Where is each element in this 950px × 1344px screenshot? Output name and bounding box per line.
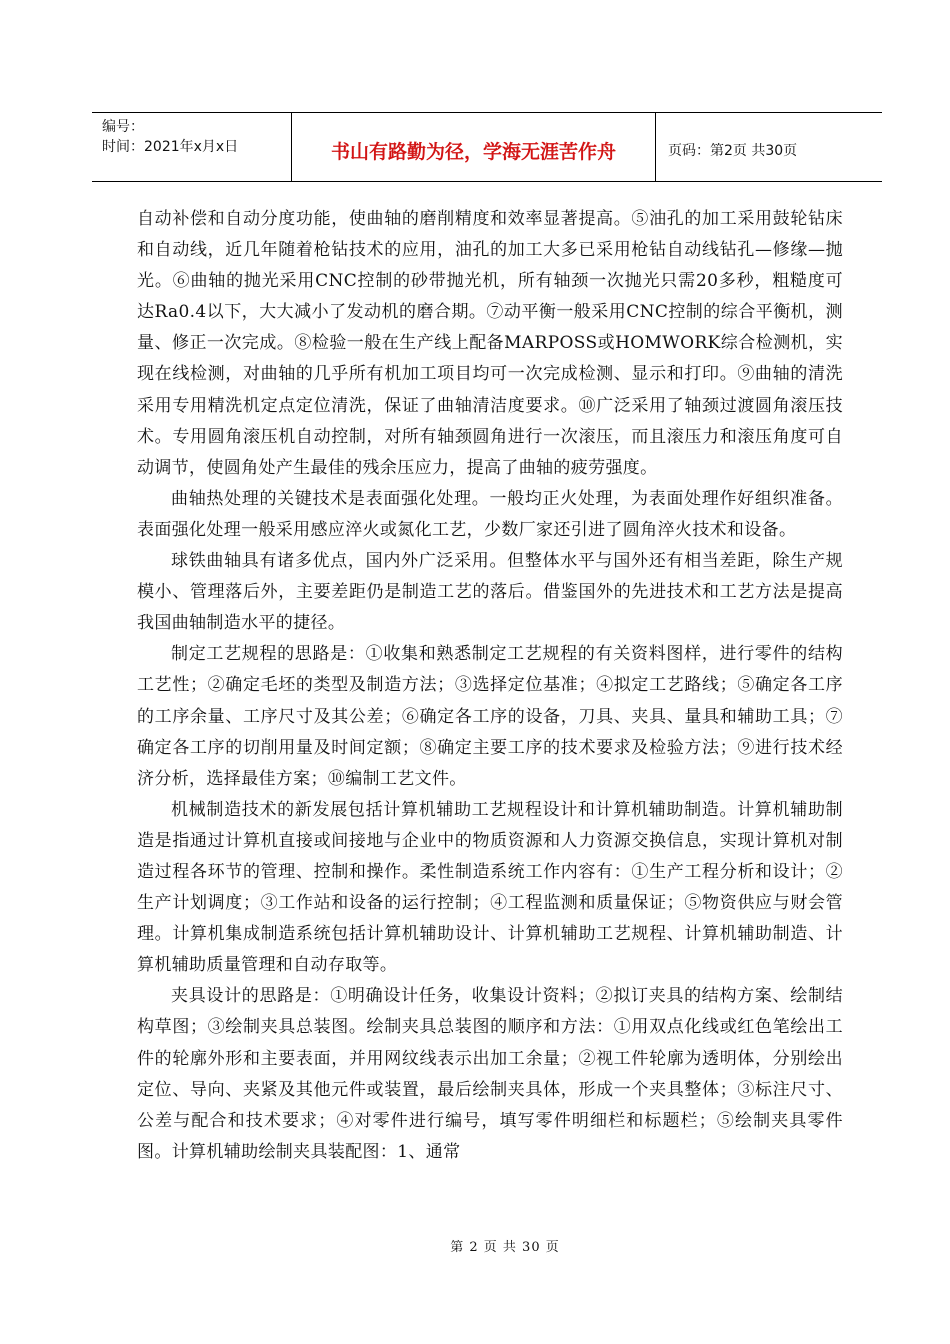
document-number-label: 编号：	[102, 119, 144, 135]
header-meta	[92, 113, 292, 181]
page-footer: 第 2 页 共 30 页	[450, 1240, 560, 1255]
document-time-label: 时间：2021年x月x日	[102, 139, 239, 155]
paragraph: 机械制造技术的新发展包括计算机辅助工艺规程设计和计算机辅助制造。计算机辅助制造是指通过计算机直接或间接地与企业中的物质资源和人力资源交换信息，实现计算机对制造过程各环节的管理、控制和操作。柔性制造系统工作内容有：①生产工程分析和设计；②生产计划调度；③工作站和设备的运行控制；④工程监测和质量保证；⑤物资供应与财会管理。计算机集成制造系统包括计算机辅助设计、计算机辅助工艺规程、计算机辅助制造、计算机辅助质量管理和自动存取等。	[137, 799, 843, 976]
paragraph: 自动补偿和自动分度功能，使曲轴的磨削精度和效率显著提高。⑤油孔的加工采用鼓轮钻床和自动线，近几年随着枪钻技术的应用，油孔的加工大多已采用枪钻自动线钻孔—修缘—抛光。⑥曲轴的抛光采用CNC控制的砂带抛光机，所有轴颈一次抛光只需20多秒，粗糙度可达Ra0.4以下，大大减小了发动机的磨合期。⑦动平衡一般采用CNC控制的综合平衡机，测量、修正一次完成。⑧检验一般在生产线上配备MARPOSS或HOMWORK综合检测机，实现在线检测，对曲轴的几乎所有机加工项目均可一次完成检测、显示和打印。⑨曲轴的清洗采用专用精洗机定点定位清洗，保证了曲轴清洁度要求。⑩广泛采用了轴颈过渡圆角滚压技术。专用圆角滚压机自动控制，对所有轴颈圆角进行一次滚压，而且滚压力和滚压角度可自动调节，使圆角处产生最佳的残余压应力，提高了曲轴的疲劳强度。	[137, 209, 843, 478]
paragraph: 曲轴热处理的关键技术是表面强化处理。一般均正火处理，为表面处理作好组织准备。表面强化处理一般采用感应淬火或氮化工艺，少数厂家还引进了圆角淬火技术和设备。	[137, 488, 843, 540]
header-page-info: 页码：第2页 共30页	[668, 143, 798, 159]
header-motto: 书山有路勤为径，学海无涯苦作舟	[292, 113, 656, 181]
paragraph: 球铁曲轴具有诸多优点，国内外广泛采用。但整体水平与国外还有相当差距，除生产规模小、管理落后外，主要差距仍是制造工艺的落后。借鉴国外的先进技术和工艺方法是提高我国曲轴制造水平的捷径。	[137, 551, 843, 634]
page-header	[92, 112, 882, 182]
paragraph: 制定工艺规程的思路是：①收集和熟悉制定工艺规程的有关资料图样，进行零件的结构工艺性；②确定毛坯的类型及制造方法；③选择定位基准；④拟定工艺路线；⑤确定各工序的工序余量、工序尺寸及其公差；⑥确定各工序的设备，刀具、夹具、量具和辅助工具；⑦确定各工序的切削用量及时间定额；⑧确定主要工序的技术要求及检验方法；⑨进行技术经济分析，选择最佳方案；⑩编制工艺文件。	[137, 644, 843, 789]
document-body	[137, 204, 843, 1168]
paragraph: 夹具设计的思路是：①明确设计任务，收集设计资料；②拟订夹具的结构方案、绘制结构草图；③绘制夹具总装图。绘制夹具总装图的顺序和方法：①用双点化线或红色笔绘出工件的轮廓外形和主要表面，并用网纹线表示出加工余量；②视工件轮廓为透明体，分别绘出定位、导向、夹紧及其他元件或装置，最后绘制夹具体，形成一个夹具整体；③标注尺寸、公差与配合和技术要求；④对零件进行编号，填写零件明细栏和标题栏；⑤绘制夹具零件图。计算机辅助绘制夹具装配图：1、通常	[137, 986, 843, 1162]
